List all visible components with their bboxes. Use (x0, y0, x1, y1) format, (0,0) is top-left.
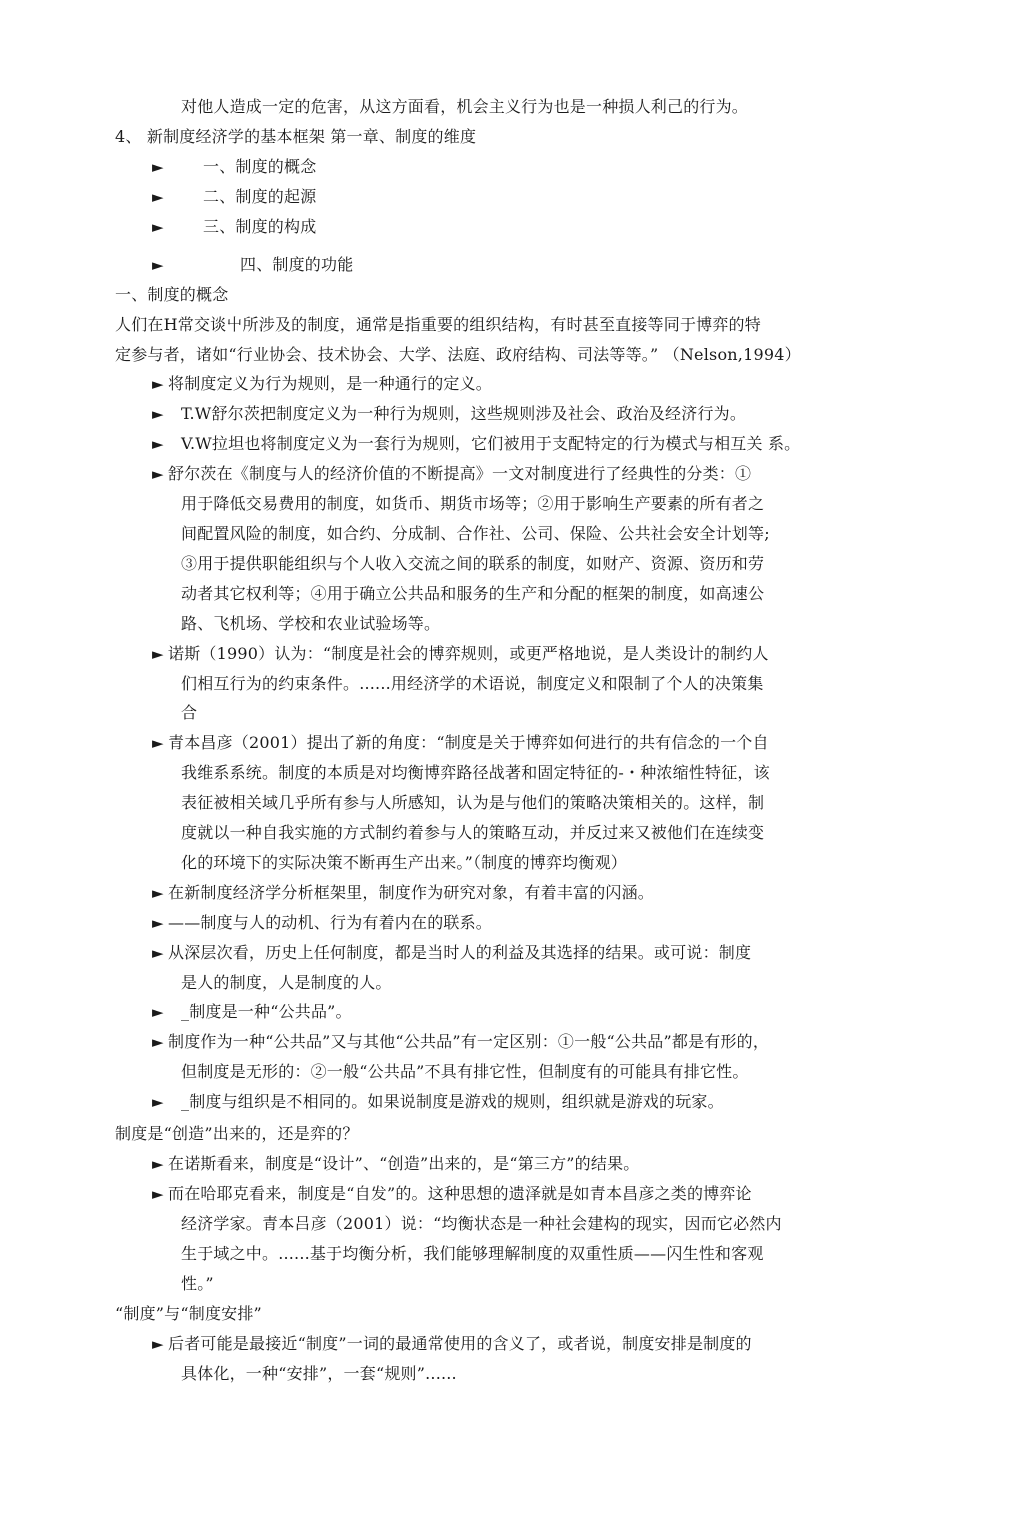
bullet-pointer-icon: ► (152, 256, 164, 274)
text-line: 人们在H常交谈屮所涉及的制度，通常是指重要的组织结构，有时甚至直接等同于博弈的特 (115, 315, 761, 334)
text-line: ③用于提供职能组织与个人收入交流之间的联系的制度，如财产、资源、资历和劳 (181, 554, 765, 573)
bullet-pointer-icon: ► (152, 914, 164, 932)
bullet-pointer-icon: ► (152, 158, 164, 176)
bullet-pointer-icon: ► (152, 1093, 164, 1111)
bullet-pointer-icon: ► (152, 405, 164, 423)
text-line: 路、飞机场、学校和农业试验场等。 (181, 614, 441, 633)
bullet-pointer-icon: ► (152, 218, 164, 236)
text-line: 动者其它权利等；④用于确立公共品和服务的生产和分配的框架的制度，如高速公 (181, 584, 765, 603)
bullet-text: 舒尔茨在《制度与人的经济价值的不断提高》一文对制度进行了经典性的分类：① (168, 464, 752, 483)
bullet-pointer-icon: ► (152, 375, 164, 393)
bullet-text: 在诺斯看来，制度是“设计”、“创造”出来的，是“第三方”的结果。 (168, 1154, 640, 1173)
bullet-pointer-icon: ► (152, 1155, 164, 1173)
bullet-pointer-icon: ► (152, 435, 164, 453)
section-heading: “制度”与“制度安排” (115, 1304, 262, 1323)
text-line: 用于降低交易费用的制度，如货币、期货市场等；②用于影响生产要素的所有者之 (181, 494, 765, 513)
text-line: 表征被相关域几乎所有参与人所感知，认为是与他们的策略决策相关的。这样，制 (181, 793, 765, 812)
text-line: 定参与者，诸如“行业协会、技术协会、大学、法庭、政府结构、司法等等。” （Nelson,1994） (115, 345, 801, 364)
bullet-text: ——制度与人的动机、行为有着内在的联系。 (168, 913, 493, 932)
text-line: 但制度是无形的：②一般“公共品”不具有排它性，但制度有的可能具有排它性。 (181, 1062, 749, 1081)
bullet-pointer-icon: ► (152, 734, 164, 752)
bullet-text: 在新制度经济学分析框架里，制度作为研究对象，有着丰富的闪涵。 (168, 883, 655, 902)
text-line: 具体化，一种“安排”，一套“规则”...... (181, 1364, 457, 1383)
text-line: 生于域之中。......基于均衡分析，我们能够理解制度的双重性质——闪生性和客观 (181, 1244, 764, 1263)
section-heading: 制度是“创造”出来的，还是弈的？ (115, 1124, 359, 1143)
toc-item: 三、制度的构成 (203, 217, 317, 236)
text-line: 经济学家。青本吕彦（2001）说：“均衡状态是一种社会建构的现实，因而它必然内 (181, 1214, 782, 1233)
toc-item: 一、制度的概念 (203, 157, 317, 176)
text-line: 度就以一种自我实施的方式制约着参与人的策略互动，并反过来又被他们在连续变 (181, 823, 765, 842)
bullet-text: 后者可能是最接近“制度”一词的最通常使用的含义了，或者说，制度安排是制度的 (168, 1334, 752, 1353)
bullet-pointer-icon: ► (152, 944, 164, 962)
bullet-text: _制度与组织是不相同的。如果说制度是游戏的规则，组织就是游戏的玩家。 (181, 1092, 724, 1111)
bullet-text: 而在哈耶克看来，制度是“自发”的。这种思想的遗泽就是如青本昌彦之类的博弈论 (168, 1184, 752, 1203)
bullet-text: V.W拉坦也将制度定义为一套行为规则，它们被用于支配特定的行为模式与相互关 系。 (181, 434, 801, 453)
bullet-pointer-icon: ► (152, 884, 164, 902)
bullet-pointer-icon: ► (152, 1185, 164, 1203)
text-line: 我维系系统。制度的本质是对均衡博弈路径战著和固定特征的-・种浓缩性特征，该 (181, 763, 770, 782)
toc-item: 四、制度的功能 (240, 255, 354, 274)
text-line: 间配置风险的制度，如合约、分成制、合作社、公司、保险、公共社会安全计划等; (181, 524, 770, 543)
bullet-pointer-icon: ► (152, 188, 164, 206)
toc-item: 二、制度的起源 (203, 187, 317, 206)
text-line: 是人的制度，人是制度的人。 (181, 973, 392, 992)
section-heading: 一、制度的概念 (115, 285, 229, 304)
text-line: 性。” (181, 1274, 214, 1293)
bullet-text: 将制度定义为行为规则，是一种通行的定义。 (168, 374, 493, 393)
text-line: 合 (181, 703, 198, 722)
text-line: 们相互行为的约束条件。......用经济学的术语说，制度定义和限制了个人的决策集 (181, 674, 764, 693)
chapter-heading: 4、 新制度经济学的基本框架 第一章、制度的维度 (115, 127, 477, 146)
bullet-pointer-icon: ► (152, 645, 164, 663)
bullet-pointer-icon: ► (152, 1335, 164, 1353)
bullet-pointer-icon: ► (152, 1003, 164, 1021)
bullet-text: T.W舒尔茨把制度定义为一种行为规则，这些规则涉及社会、政治及经济行为。 (181, 404, 747, 423)
bullet-pointer-icon: ► (152, 1033, 164, 1051)
bullet-text: 青本昌彦（2001）提出了新的角度：“制度是关于博弈如何进行的共有信念的一个自 (168, 733, 769, 752)
bullet-text: 从深层次看，历史上任何制度，都是当时人的利益及其选择的结果。或可说：制度 (168, 943, 752, 962)
bullet-text: _制度是一种“公共品”。 (181, 1002, 352, 1021)
bullet-pointer-icon: ► (152, 465, 164, 483)
text-line: 化的环境下的实际决策不断再生产出来。”（制度的博弈均衡观） (181, 853, 627, 872)
bullet-text: 制度作为一种“公共品”又与其他“公共品”有一定区别：①一般“公共品”都是有形的， (168, 1032, 770, 1051)
text-line: 对他人造成一定的危害，从这方面看，机会主义行为也是一种损人利己的行为。 (181, 97, 749, 116)
bullet-text: 诺斯（1990）认为：“制度是社会的博弈规则，或更严格地说，是人类设计的制约人 (168, 644, 769, 663)
